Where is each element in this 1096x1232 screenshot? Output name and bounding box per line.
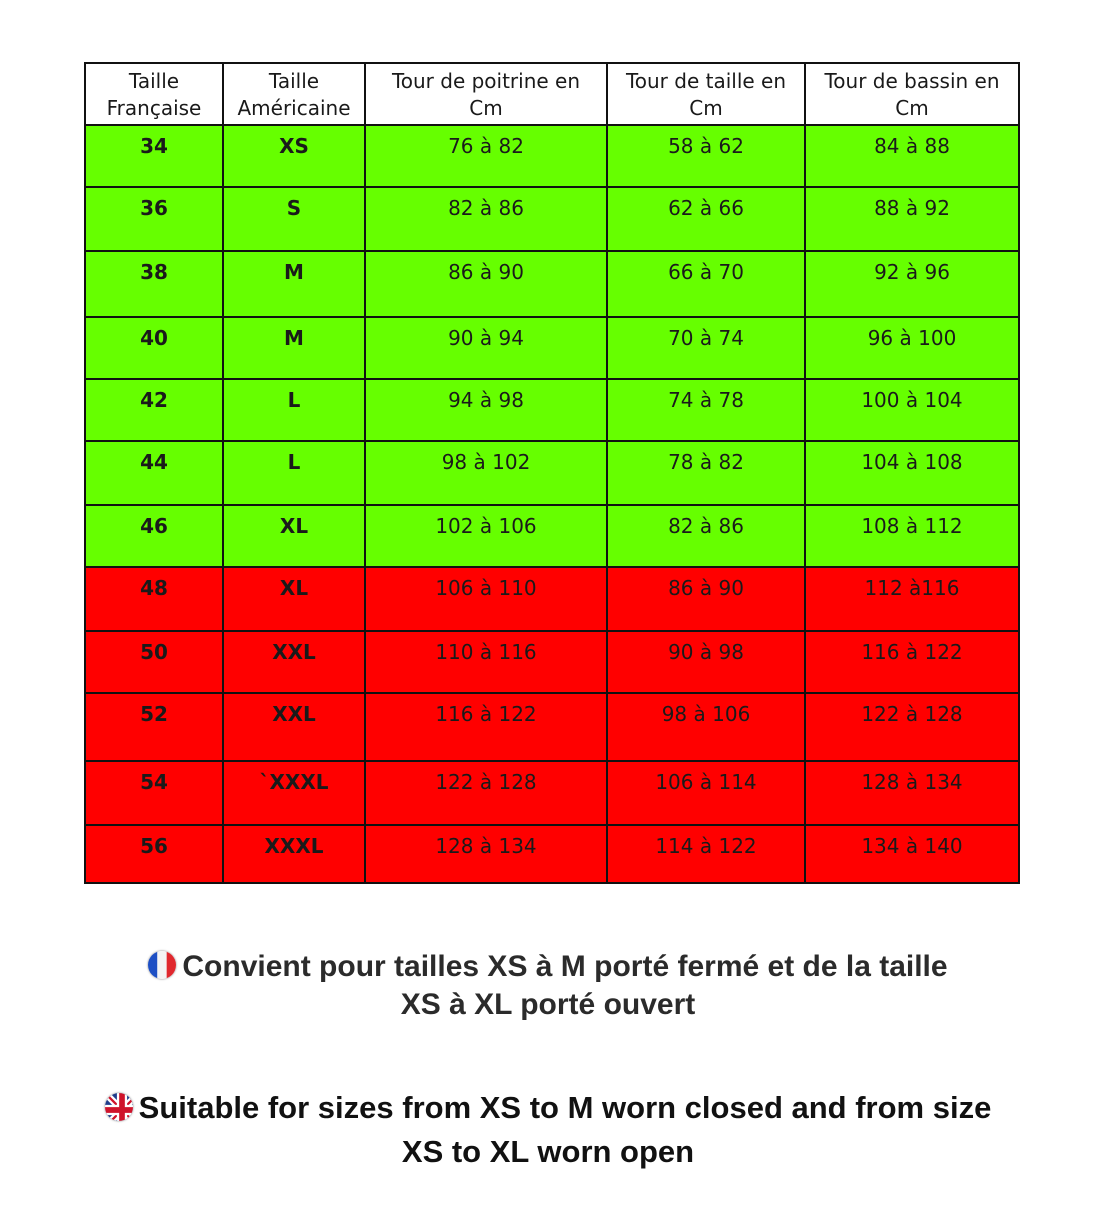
chest-cell: 76 à 82 (365, 125, 607, 187)
chest-cell: 98 à 102 (365, 441, 607, 505)
table-row (85, 379, 1019, 441)
chest-cell: 128 à 134 (365, 825, 607, 883)
american-size-cell: M (223, 317, 365, 379)
chest-cell: 82 à 86 (365, 187, 607, 251)
french-size-cell: 38 (85, 251, 223, 317)
hip-cell: 104 à 108 (805, 441, 1019, 505)
chest-cell: 86 à 90 (365, 251, 607, 317)
french-size-cell: 42 (85, 379, 223, 441)
chest-cell: 116 à 122 (365, 693, 607, 761)
waist-cell: 66 à 70 (607, 251, 805, 317)
english-note (0, 1086, 1096, 1174)
french-size-cell: 56 (85, 825, 223, 883)
hip-cell: 116 à 122 (805, 631, 1019, 693)
french-note-line2: XS à XL porté ouvert (400, 988, 696, 1021)
header-row (85, 63, 1019, 125)
table-row (85, 441, 1019, 505)
american-size-cell: XS (223, 125, 365, 187)
chest-cell: 106 à 110 (365, 567, 607, 631)
hip-cell: 128 à 134 (805, 761, 1019, 825)
uk-flag-icon (105, 1093, 133, 1121)
french-size-cell: 44 (85, 441, 223, 505)
table-row (85, 693, 1019, 761)
header-waist: Tour de taille en Cm (607, 63, 805, 125)
hip-cell: 134 à 140 (805, 825, 1019, 883)
american-size-cell: XXXL (223, 825, 365, 883)
waist-cell: 98 à 106 (607, 693, 805, 761)
waist-cell: 82 à 86 (607, 505, 805, 567)
american-size-cell: L (223, 379, 365, 441)
hip-cell: 96 à 100 (805, 317, 1019, 379)
french-note-line1: Convient pour tailles XS à M porté fermé et de la taille (182, 950, 948, 983)
american-size-cell: `XXXL (223, 761, 365, 825)
american-size-cell: S (223, 187, 365, 251)
french-size-cell: 50 (85, 631, 223, 693)
french-size-cell: 40 (85, 317, 223, 379)
header-chest: Tour de poitrine en Cm (365, 63, 607, 125)
table-row (85, 317, 1019, 379)
waist-cell: 58 à 62 (607, 125, 805, 187)
waist-cell: 86 à 90 (607, 567, 805, 631)
waist-cell: 78 à 82 (607, 441, 805, 505)
hip-cell: 122 à 128 (805, 693, 1019, 761)
waist-cell: 62 à 66 (607, 187, 805, 251)
header-french-size: Taille Française (85, 63, 223, 125)
english-note-line2: XS to XL worn open (401, 1134, 695, 1169)
french-size-cell: 34 (85, 125, 223, 187)
american-size-cell: XXL (223, 693, 365, 761)
waist-cell: 70 à 74 (607, 317, 805, 379)
france-flag-icon (148, 951, 176, 979)
chest-cell: 90 à 94 (365, 317, 607, 379)
hip-cell: 108 à 112 (805, 505, 1019, 567)
header-american-size: Taille Américaine (223, 63, 365, 125)
american-size-cell: XL (223, 567, 365, 631)
table-row (85, 631, 1019, 693)
waist-cell: 114 à 122 (607, 825, 805, 883)
waist-cell: 106 à 114 (607, 761, 805, 825)
table-row (85, 125, 1019, 187)
french-size-cell: 36 (85, 187, 223, 251)
french-size-cell: 54 (85, 761, 223, 825)
french-note (0, 948, 1096, 1024)
hip-cell: 92 à 96 (805, 251, 1019, 317)
table-row (85, 761, 1019, 825)
chest-cell: 122 à 128 (365, 761, 607, 825)
english-note-line1: Suitable for sizes from XS to M worn closed and from size (138, 1090, 992, 1125)
chest-cell: 102 à 106 (365, 505, 607, 567)
hip-cell: 84 à 88 (805, 125, 1019, 187)
table-row (85, 825, 1019, 883)
american-size-cell: M (223, 251, 365, 317)
table-row (85, 505, 1019, 567)
hip-cell: 88 à 92 (805, 187, 1019, 251)
chest-cell: 94 à 98 (365, 379, 607, 441)
header-hip: Tour de bassin en Cm (805, 63, 1019, 125)
american-size-cell: XL (223, 505, 365, 567)
hip-cell: 100 à 104 (805, 379, 1019, 441)
waist-cell: 74 à 78 (607, 379, 805, 441)
table-row (85, 567, 1019, 631)
waist-cell: 90 à 98 (607, 631, 805, 693)
table-row (85, 187, 1019, 251)
chest-cell: 110 à 116 (365, 631, 607, 693)
french-size-cell: 46 (85, 505, 223, 567)
american-size-cell: XXL (223, 631, 365, 693)
french-size-cell: 48 (85, 567, 223, 631)
hip-cell: 112 à116 (805, 567, 1019, 631)
french-size-cell: 52 (85, 693, 223, 761)
american-size-cell: L (223, 441, 365, 505)
size-chart-table (84, 62, 1020, 884)
table-row (85, 251, 1019, 317)
